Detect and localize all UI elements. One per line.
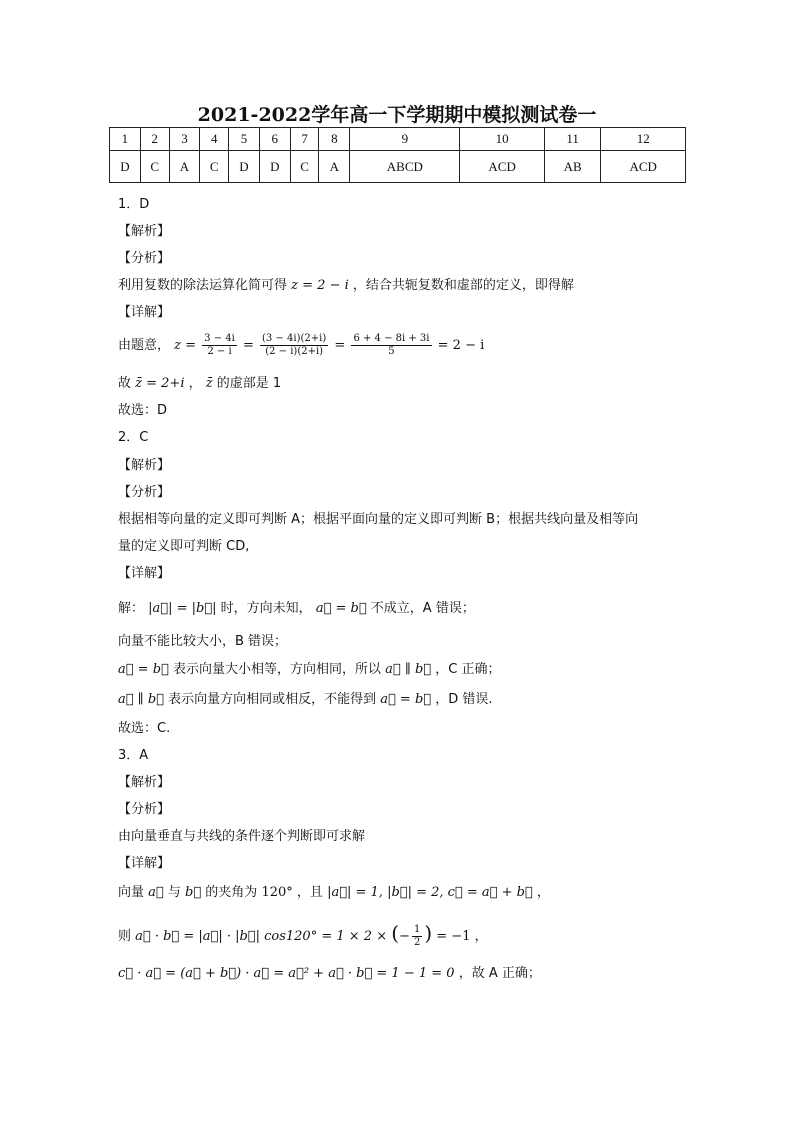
q3-detail-line-3: [118, 966, 541, 982]
q2-detail-line-4: [118, 692, 493, 708]
question-number-cell: 6: [259, 128, 290, 151]
q1-eq-z: z =: [174, 338, 197, 353]
q2-select: 故选：C.: [118, 721, 171, 736]
q2-l4-b: ，D 错误.: [435, 692, 493, 707]
q3-l1-c: 的夹角为: [205, 885, 258, 900]
q3-fenxi-heading: 【分析】: [118, 802, 171, 817]
q3-l2-fraction-denominator: 2: [413, 937, 421, 948]
question-number-cell: 10: [460, 128, 544, 151]
q1-fraction-3-denominator: 5: [388, 346, 395, 357]
q1-gu-a: 故: [118, 376, 132, 391]
question-number-cell: 4: [200, 128, 229, 151]
answer-table-number-row: [110, 128, 686, 151]
q1-fenxi-heading: 【分析】: [118, 251, 171, 266]
q1-conjugate-symbol: z̄: [205, 376, 213, 391]
q1-gu-c: 的虚部是 1: [216, 376, 282, 391]
equals-sign: =: [334, 338, 346, 353]
q1-eq-result: = 2 − i: [437, 338, 485, 353]
q3-fenxi-text: 由向量垂直与共线的条件逐个判断即可求解: [118, 829, 366, 844]
q3-l1-a: 向量: [118, 885, 145, 900]
q1-gu-b: ，: [188, 376, 202, 391]
answer-cell: ABCD: [350, 151, 460, 183]
q2-detail-line-3: [118, 662, 500, 678]
answer-cell: ACD: [460, 151, 544, 183]
answer-cell: D: [110, 151, 141, 183]
q1-fraction-3-numerator: 6 + 4 − 8i + 3i: [353, 333, 430, 344]
answer-cell: A: [169, 151, 200, 183]
q3-l1-d: ，且: [296, 885, 323, 900]
q3-l1-angle: 120°: [261, 885, 293, 900]
q1-answer: 1．D: [118, 197, 150, 212]
q2-l3-formula: a⃗ = b⃗: [118, 662, 169, 677]
q2-answer: 2．C: [118, 430, 149, 445]
q2-fenxi-text-2: 量的定义即可判断 CD,: [118, 539, 250, 554]
q2-fenxi-heading: 【分析】: [118, 485, 171, 500]
q2-l1-formula: |a⃗| = |b⃗|: [148, 601, 217, 616]
q2-detail-heading: 【详解】: [118, 566, 171, 581]
answer-cell: A: [319, 151, 350, 183]
q1-fraction-2-numerator: (3 − 4i)(2+i): [262, 333, 327, 344]
q2-l3-formula-2: a⃗ ∥ b⃗: [385, 662, 432, 677]
answer-cell: C: [200, 151, 229, 183]
q3-l2-formula: a⃗ · b⃗ = |a⃗| · |b⃗| cos120° = 1 × 2 ×: [135, 929, 388, 944]
q1-conjugate-equation: z̄ = 2+i: [135, 376, 185, 391]
answer-table-answer-row: [110, 151, 686, 183]
q2-fenxi-text-1: 根据相等向量的定义即可判断 A；根据平面向量的定义即可判断 B；根据共线向量及相等向: [118, 512, 639, 527]
question-number-cell: 2: [140, 128, 169, 151]
q2-l4-formula: a⃗ ∥ b⃗: [118, 692, 164, 707]
q1-detail-heading: 【详解】: [118, 305, 171, 320]
q1-fraction-2: [260, 333, 328, 358]
q3-detail-line-1: [118, 885, 550, 901]
q2-l3-a: 表示向量大小相等，方向相同，所以: [172, 662, 381, 677]
q3-l2-fraction-numerator: 1: [413, 924, 421, 935]
q3-l2-b: ，: [474, 929, 488, 944]
answer-cell: C: [290, 151, 319, 183]
q2-l1-a: 解：: [118, 601, 145, 616]
q1-fraction-3: [351, 333, 431, 358]
q2-l1-c: 不成立，A 错误；: [370, 601, 475, 616]
question-number-cell: 8: [319, 128, 350, 151]
q1-conclusion: [118, 376, 281, 392]
answer-cell: AB: [544, 151, 601, 183]
q2-detail-line-1: [118, 601, 475, 617]
question-number-cell: 1: [110, 128, 141, 151]
q1-fraction-1-denominator: 2 − i: [207, 346, 232, 357]
question-number-cell: 9: [350, 128, 460, 151]
q3-detail-heading: 【详解】: [118, 856, 171, 871]
q2-l4-a: 表示向量方向相同或相反，不能得到: [168, 692, 377, 707]
q2-l1-formula-2: a⃗ = b⃗: [315, 601, 367, 616]
q3-l1-vector-a: a⃗: [148, 885, 164, 900]
answer-table: [109, 127, 686, 183]
q1-detail-equation: [118, 331, 484, 361]
answer-cell: D: [229, 151, 260, 183]
q2-l4-formula-2: a⃗ = b⃗: [380, 692, 432, 707]
q3-l2-paren-close: ): [424, 921, 433, 945]
q3-l1-formula: |a⃗| = 1, |b⃗| = 2, c⃗ = a⃗ + b⃗: [327, 885, 533, 900]
answer-cell: ACD: [601, 151, 686, 183]
q1-fenxi-text-b: ，结合共轭复数和虚部的定义，即得解: [352, 278, 574, 293]
q1-fraction-1-numerator: 3 − 4i: [204, 333, 235, 344]
equals-sign: =: [242, 338, 254, 353]
q3-l2-a: 则: [118, 929, 132, 944]
question-number-cell: 5: [229, 128, 260, 151]
question-number-cell: 7: [290, 128, 319, 151]
q1-detail-lead: 由题意，: [118, 338, 171, 353]
question-number-cell: 11: [544, 128, 601, 151]
q1-select: 故选：D: [118, 403, 168, 418]
q1-fraction-2-denominator: (2 − i)(2+i): [265, 346, 324, 357]
q3-l1-e: ，: [536, 885, 550, 900]
q1-fenxi-text-a: 利用复数的除法运算化简可得: [118, 278, 288, 293]
q1-analysis-heading: 【解析】: [118, 224, 171, 239]
question-number-cell: 3: [169, 128, 200, 151]
answer-cell: C: [140, 151, 169, 183]
q1-fenxi-text: [118, 278, 574, 294]
q2-detail-line-2: 向量不能比较大小，B 错误；: [118, 634, 288, 649]
q3-l2-paren-open: (: [391, 921, 400, 945]
q3-l3-a: ，故 A 正确；: [458, 966, 541, 981]
q3-l1-b: 与: [167, 885, 181, 900]
q2-l3-b: ，C 正确；: [435, 662, 501, 677]
q3-answer: 3．A: [118, 748, 149, 763]
q1-fenxi-formula: z = 2 − i: [291, 278, 349, 293]
q3-l3-formula: c⃗ · a⃗ = (a⃗ + b⃗) · a⃗ = a⃗² + a⃗ · b⃗ = 1 − 1 = 0: [118, 966, 455, 981]
q3-detail-line-2: [118, 918, 488, 952]
q3-l2-minus: −: [399, 929, 410, 944]
question-number-cell: 12: [601, 128, 686, 151]
q3-analysis-heading: 【解析】: [118, 775, 171, 790]
q3-l1-vector-b: b⃗: [185, 885, 202, 900]
page-title: 2021-2022学年高一下学期期中模拟测试卷一: [197, 104, 597, 126]
q3-l2-fraction: [412, 924, 422, 949]
answer-cell: D: [259, 151, 290, 183]
q2-analysis-heading: 【解析】: [118, 458, 171, 473]
q2-l1-b: 时，方向未知，: [220, 601, 312, 616]
q3-l2-result: = −1: [436, 929, 471, 944]
q1-fraction-1: [202, 333, 237, 358]
